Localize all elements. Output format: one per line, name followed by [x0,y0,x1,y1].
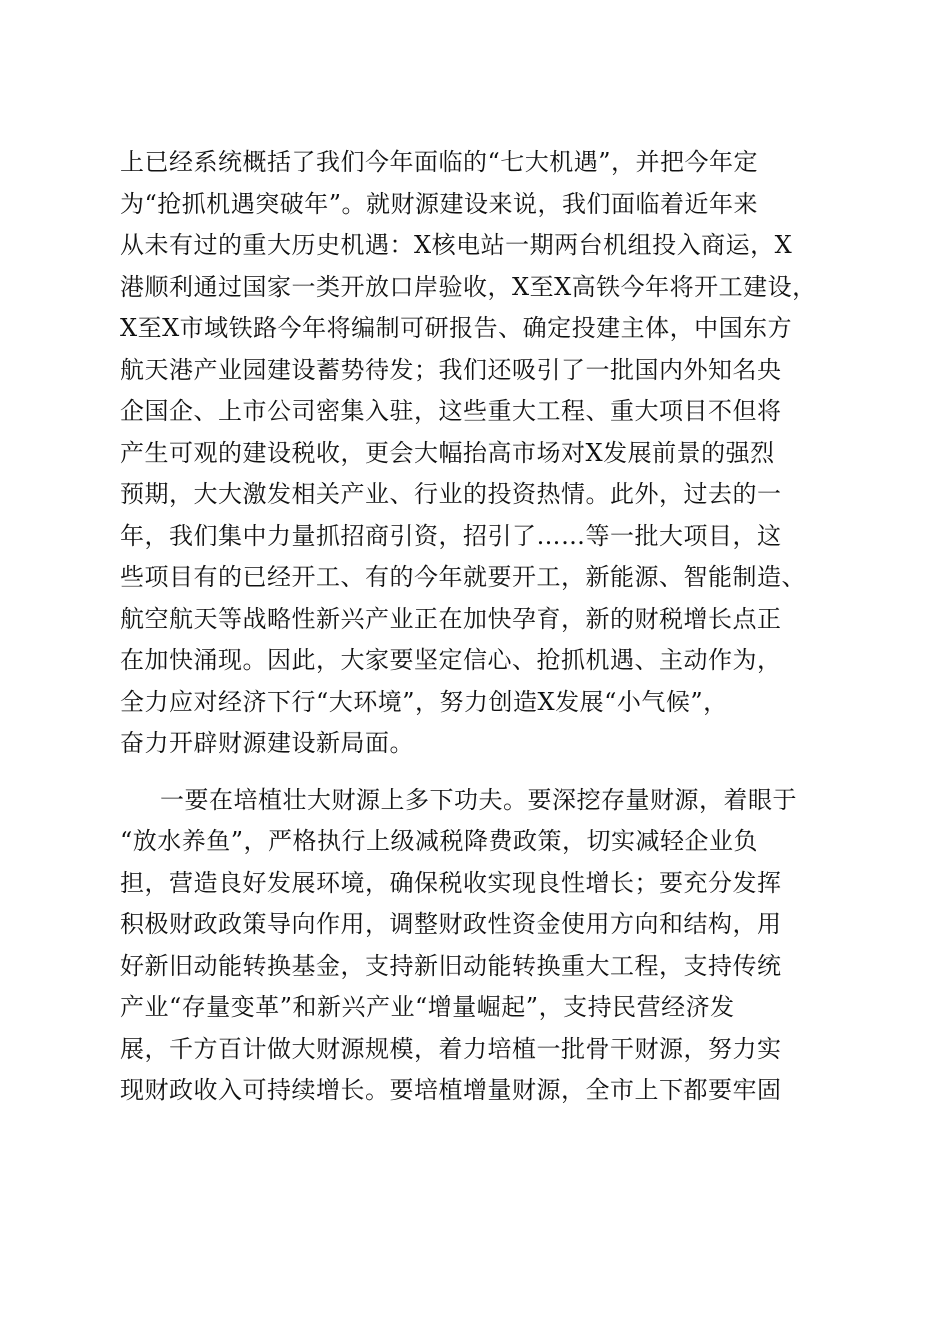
text-line: 从未有过的重大历史机遇：X核电站一期两台机组投入商运，X [120,231,793,259]
text-line: 担，营造良好发展环境，确保税收实现良性增长；要充分发挥 [120,868,782,897]
text-line: 产业“存量变革”和新兴产业“增量崛起”，支持民营经济发 [120,993,735,1021]
text-line: 预期，大大激发相关产业、行业的投资热情。此外，过去的一 [120,480,782,508]
text-line: 一要在培植壮大财源上多下功夫。要深挖存量财源，着眼于 [160,785,797,814]
text-line: 企国企、上市公司密集入驻，这些重大工程、重大项目不但将 [120,397,782,425]
text-line: X至X市域铁路今年将编制可研报告、确定投建主体，中国东方 [120,314,793,342]
text-line: 好新旧动能转换基金，支持新旧动能转换重大工程，支持传统 [120,951,782,980]
body-text [120,142,840,1112]
text-line: 港顺利通过国家一类开放口岸验收，X至X高铁今年将开工建设， [120,272,817,301]
text-line: 在加快涌现。因此，大家要坚定信心、抢抓机遇、主动作为， [120,646,782,674]
paragraph-1 [120,142,840,765]
text-line: “放水养鱼”，严格执行上级减税降费政策，切实减轻企业负 [120,827,759,855]
text-line: 些项目有的已经开工、有的今年就要开工，新能源、智能制造、 [120,563,806,591]
paragraph-2 [120,780,840,1112]
text-line: 产生可观的建设税收，更会大幅抬高市场对X发展前景的强烈 [120,438,775,467]
text-line: 奋力开辟财源建设新局面。 [120,729,414,757]
text-line: 全力应对经济下行“大环境”，努力创造X发展“小气候”， [120,687,728,716]
text-line: 年，我们集中力量抓招商引资，招引了……等一批大项目，这 [120,521,782,550]
text-line: 展，千方百计做大财源规模，着力培植一批骨干财源，努力实 [120,1034,782,1063]
text-line: 航天港产业园建设蓄势待发；我们还吸引了一批国内外知名央 [120,355,782,384]
text-line: 为“抢抓机遇突破年”。就财源建设来说，我们面临着近年来 [120,189,759,218]
text-line: 积极财政政策导向作用，调整财政性资金使用方向和结构，用 [120,910,782,938]
text-line: 航空航天等战略性新兴产业正在加快孕育，新的财税增长点正 [120,604,782,633]
text-line: 现财政收入可持续增长。要培植增量财源，全市上下都要牢固 [120,1076,782,1104]
text-line: 上已经系统概括了我们今年面临的“七大机遇”，并把今年定 [120,148,759,176]
